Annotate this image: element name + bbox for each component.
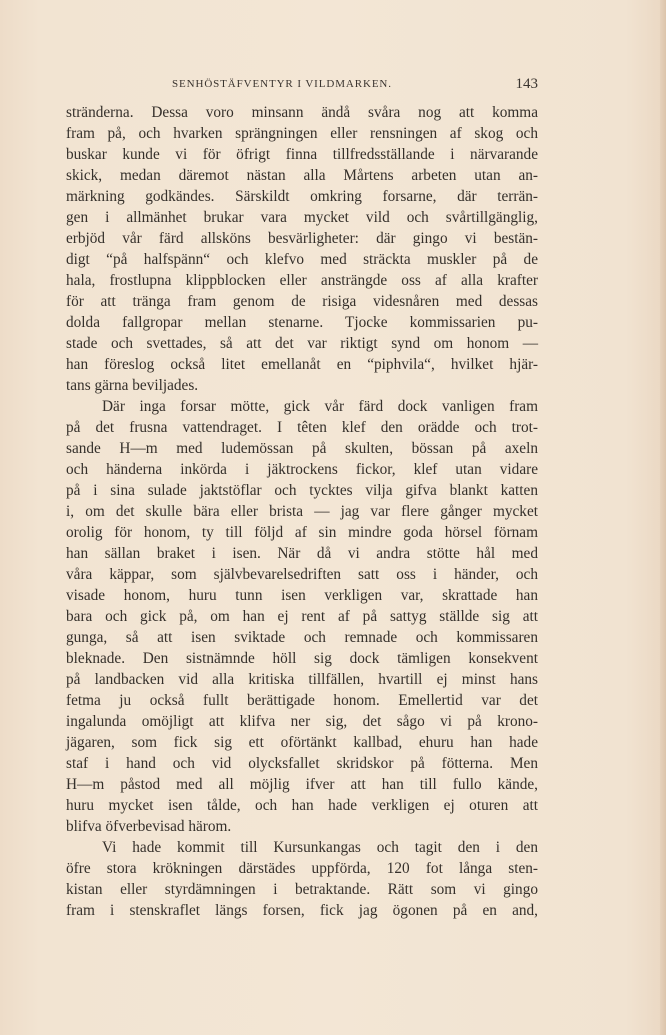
text-line: och händerna inkörda i jäktrockens fickor, klef utan vidare: [66, 461, 538, 478]
paragraph-first-line: Vi hade kommit till Kursunkangas och tagit den i den: [102, 839, 538, 856]
text-line: hala, frostlupna klippblocken eller ansträngde oss af alla krafter: [66, 272, 538, 289]
text-line: fram i stenskraflet längs forsen, fick jag ögonen på en and,: [66, 902, 538, 919]
text-line: bleknade. Den sistnämnde höll sig dock tämligen konsekvent: [66, 650, 538, 667]
text-line: ingalunda omöjligt att klifva ner sig, det sågo vi på krono-: [66, 713, 538, 730]
text-line: orolig för honom, ty till följd af sin mindre goda hörsel förnam: [66, 524, 538, 541]
text-line: stränderna. Dessa voro minsann ändå svåra nog att komma: [66, 104, 538, 121]
text-line: visade honom, huru tunn isen verkligen var, skrattade han: [66, 587, 538, 604]
text-line: på i sina sulade jaktstöflar och tycktes vilja gifva blankt katten: [66, 482, 538, 499]
text-line: i, om det skulle bära eller brista — jag var flere gånger mycket: [66, 503, 538, 520]
body-text: [66, 102, 538, 921]
paragraph-first-line: Där inga forsar mötte, gick vår färd dock vanligen fram: [102, 398, 538, 415]
page-header: [66, 78, 538, 96]
text-line: märkning godkändes. Särskildt omkring forsarne, där terrän-: [66, 188, 538, 205]
text-line: erbjöd vår färd allsköns besvärligheter: där gingo vi bestän-: [66, 230, 538, 247]
text-line: han sällan braket i isen. När då vi andra stötte hål med: [66, 545, 538, 562]
running-title: SENHÖSTÄFVENTYR I VILDMARKEN.: [172, 78, 392, 90]
text-line: dolda fallgropar mellan stenarne. Tjocke kommissarien pu-: [66, 314, 538, 331]
paragraph-end-line: tans gärna beviljades.: [66, 377, 199, 394]
text-line: H—m påstod med all möjlig ifver att han till fullo kände,: [66, 776, 538, 793]
page-edge: [660, 0, 666, 1035]
text-line: öfre stora krökningen därstädes uppförda, 120 fot långa sten-: [66, 860, 538, 877]
text-line: digt “på halfspänn“ och klefvo med sträckta muskler på de: [66, 251, 538, 268]
text-line: huru mycket isen tålde, och han hade verkligen ej oturen att: [66, 797, 538, 814]
text-line: gunga, så att isen sviktade och remnade och kommissaren: [66, 629, 538, 646]
text-line: sande H—m med ludemössan på skulten, bössan på axeln: [66, 440, 538, 457]
text-line: våra käppar, som självbevarelsedriften satt oss i händer, och: [66, 566, 538, 583]
text-line: på landbacken vid alla kritiska tillfällen, hvartill ej minst hans: [66, 671, 538, 688]
text-line: han föreslog också litet emellanåt en “piphvila“, hvilket hjär-: [66, 356, 538, 373]
text-line: staf i hand och vid olycksfallet skridskor på fötterna. Men: [66, 755, 538, 772]
text-line: gen i allmänhet brukar vara mycket vild och svårtillgänglig,: [66, 209, 538, 226]
text-line: för att tränga fram genom de risiga videsnåren med dessas: [66, 293, 538, 310]
page-number: 143: [515, 76, 538, 92]
text-line: skick, medan däremot nästan alla Mårtens arbeten utan an-: [66, 167, 538, 184]
text-line: jägaren, som fick sig ett oförtänkt kallbad, ehuru han hade: [66, 734, 538, 751]
text-line: buskar kunde vi för öfrigt finna tillfredsställande i närvarande: [66, 146, 538, 163]
paragraph-end-line: blifva öfverbevisad härom.: [66, 818, 232, 835]
text-line: stade och svettades, så att det var riktigt synd om honom —: [66, 335, 538, 352]
text-line: kistan eller styrdämningen i betraktande. Rätt som vi gingo: [66, 881, 538, 898]
text-line: bara och gick på, om han ej rent af på sattyg ställde sig att: [66, 608, 538, 625]
text-line: fetma ju också fullt berättigade honom. Emellertid var det: [66, 692, 538, 709]
text-line: fram på, och hvarken sprängningen eller rensningen af skog och: [66, 125, 538, 142]
text-line: på det frusna vattendraget. I têten klef den orädde och trot-: [66, 419, 538, 436]
